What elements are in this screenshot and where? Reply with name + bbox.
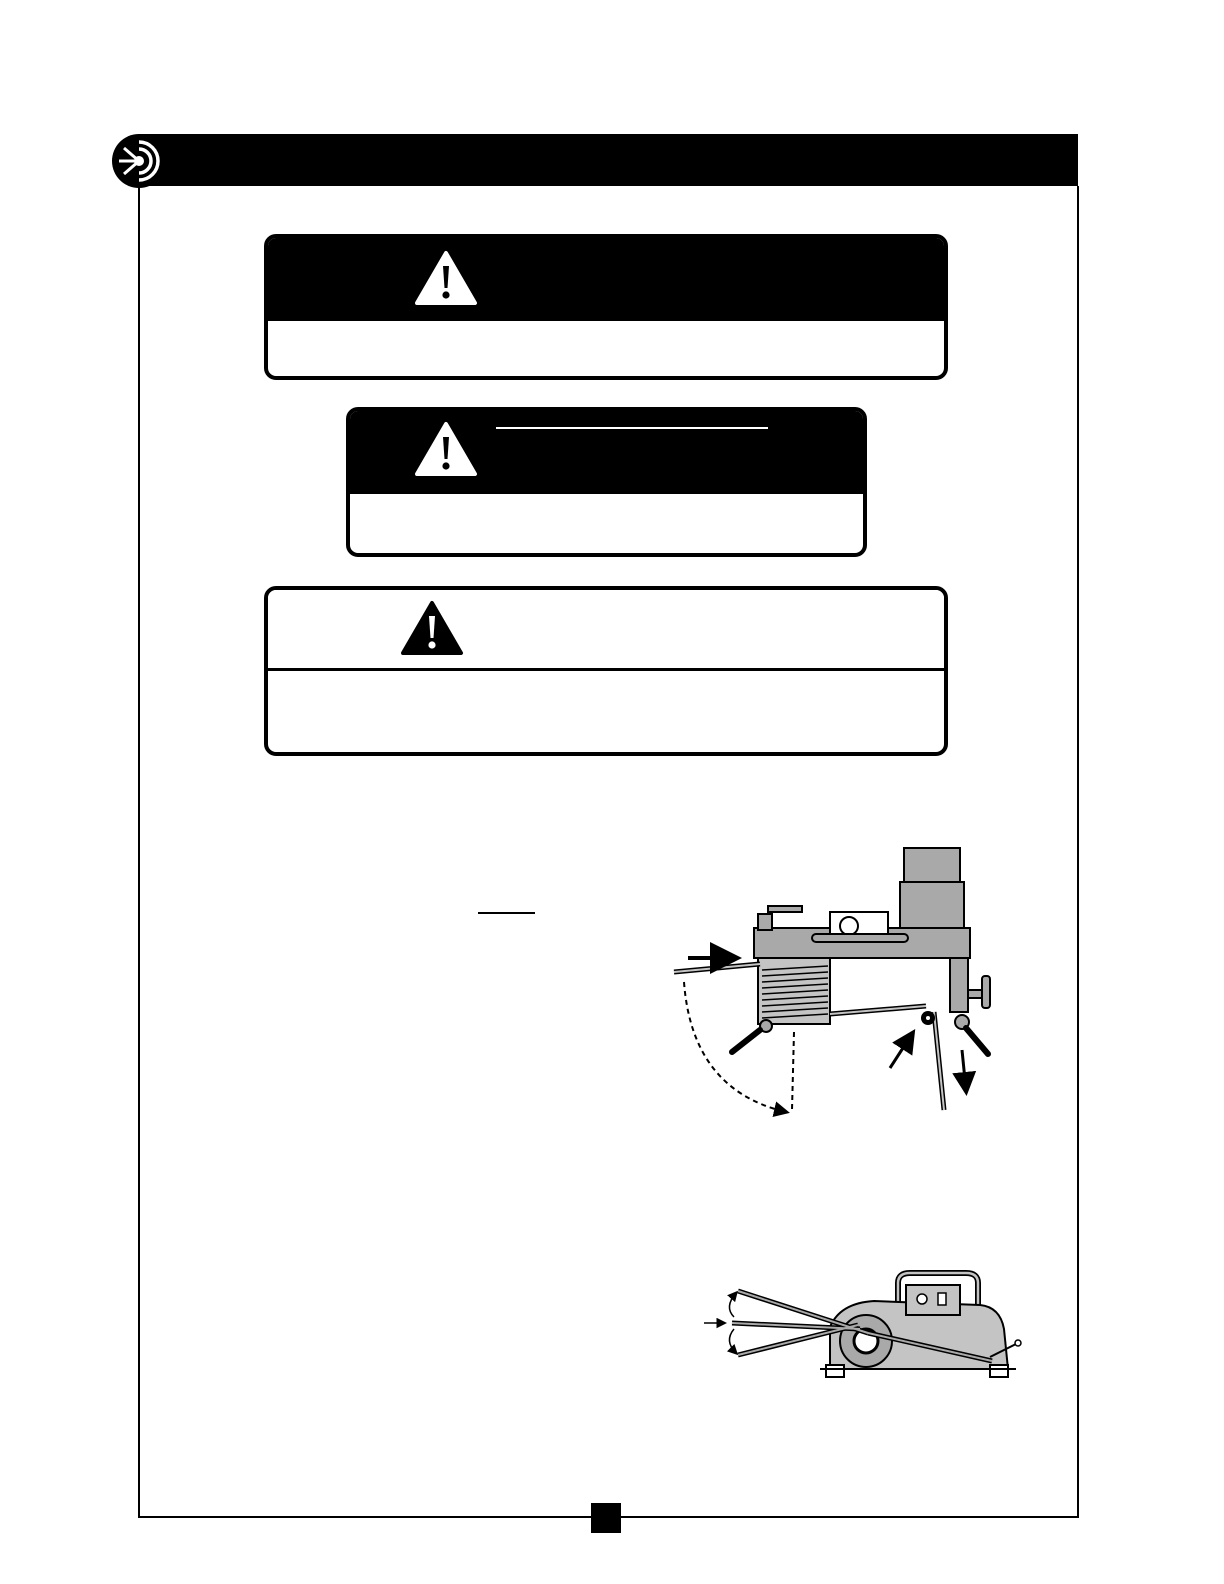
wire-feed-diagram — [668, 842, 1008, 1127]
warning-triangle-icon — [414, 421, 478, 477]
notice-header — [268, 590, 944, 671]
warning-triangle-icon — [414, 250, 478, 306]
cable-angle-diagram — [700, 1265, 1030, 1390]
target-logo-icon — [111, 133, 167, 189]
caution-notice-box — [264, 586, 948, 756]
section-header-bar — [138, 134, 1078, 186]
warning-notice-box — [346, 407, 867, 557]
warning-triangle-icon — [400, 600, 464, 656]
heading-rule — [496, 427, 768, 429]
page-number-box — [591, 1503, 621, 1533]
notice-header — [350, 411, 863, 494]
text-underline — [478, 912, 535, 914]
notice-header — [268, 238, 944, 321]
danger-notice-box — [264, 234, 948, 380]
